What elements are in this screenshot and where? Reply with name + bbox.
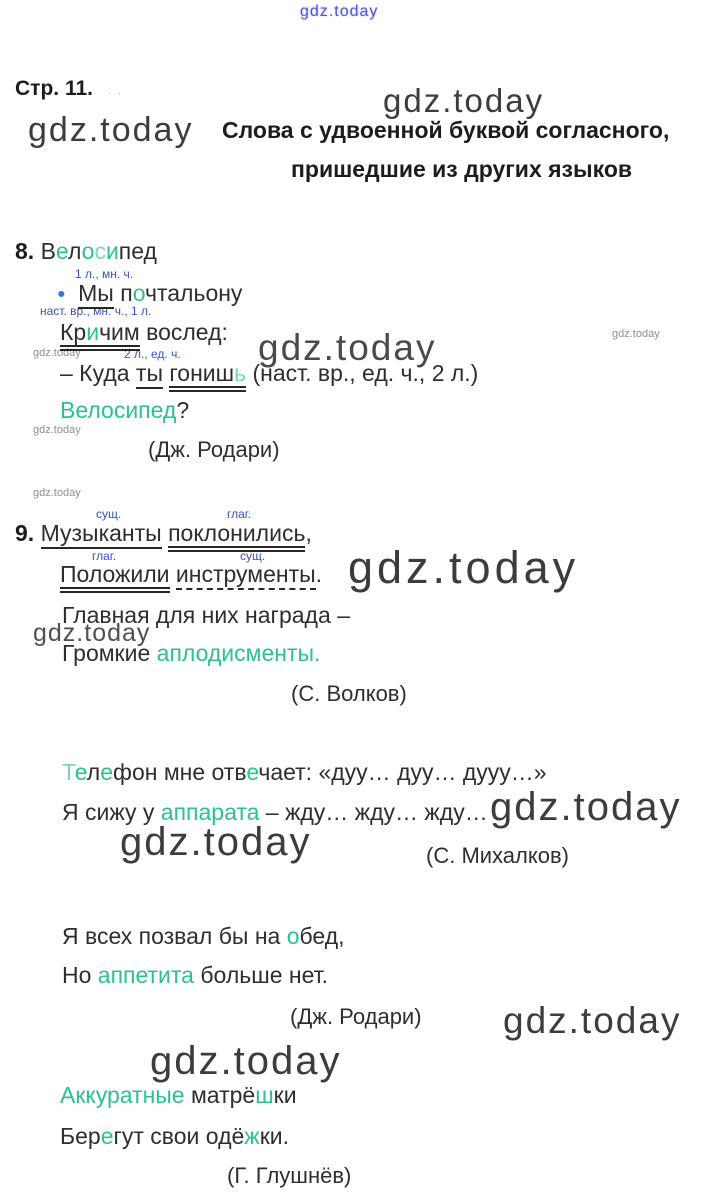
text-segment: гониш — [169, 360, 234, 392]
text-segment: бед, — [299, 923, 345, 949]
text-segment: аппетита — [97, 962, 194, 988]
grammar-annotation: глаг. — [227, 507, 252, 521]
text-segment: Положили — [60, 561, 170, 593]
watermark-bottom-right: gdz.today — [503, 1000, 682, 1041]
text-segment: – Куда — [60, 360, 136, 386]
text-segment: е — [74, 759, 87, 785]
text-segment: фон мне отв — [113, 759, 247, 785]
text-segment: ш — [255, 1082, 274, 1108]
watermark-small: gdz.today — [33, 424, 81, 436]
grammar-annotation: 1 л., мн. ч. — [75, 267, 134, 281]
author-credit — [291, 681, 407, 706]
telephone-verse-line-1 — [62, 759, 547, 785]
exercise9-verse-line-1 — [15, 520, 312, 546]
author-credit — [227, 1163, 351, 1188]
grammar-annotation: наст. вр., мн. ч., 1 л. — [40, 304, 152, 318]
author-credit — [426, 843, 569, 868]
section-title-line-1 — [222, 117, 669, 143]
text-segment: ж — [244, 1123, 260, 1149]
text-segment: пришедшие из других языков — [291, 156, 633, 182]
watermark-header-left: gdz.today — [28, 111, 194, 149]
watermark-telephone-right: gdz.today — [490, 785, 682, 829]
text-segment: Музыканты — [41, 520, 162, 549]
watermark-small: gdz.today — [33, 347, 81, 359]
text-segment: . — [315, 561, 323, 587]
text-segment: Слова с удвоенной буквой согласного, — [222, 117, 670, 143]
text-segment: (С. Волков) — [291, 681, 407, 706]
text-segment: и — [86, 319, 99, 351]
text-segment: е — [55, 238, 68, 264]
watermark-small: gdz.today — [612, 328, 660, 340]
text-segment: гут свои одё — [113, 1123, 245, 1149]
author-credit — [290, 1004, 422, 1029]
text-segment: 9. — [15, 520, 41, 546]
text-segment: л — [67, 238, 82, 264]
exercise8-verse-line-2 — [60, 319, 228, 345]
watermark-exercise9: gdz.today — [348, 542, 580, 593]
grammar-annotation: сущ. — [240, 549, 266, 563]
text-segment: , — [305, 520, 312, 546]
section-title-line-2 — [291, 156, 632, 182]
watermark-medium-left: gdz.today — [33, 619, 151, 647]
text-segment: поклонились — [168, 520, 305, 552]
text-segment: вослед: — [139, 319, 228, 345]
text-segment: В — [40, 238, 56, 264]
watermark-bottom-left: gdz.today — [150, 1039, 342, 1083]
text-segment: е — [100, 1123, 114, 1149]
text-segment: Т — [62, 759, 75, 785]
text-segment: л — [86, 759, 101, 785]
exercise8-verse-line-4 — [60, 397, 189, 423]
text-segment: чим — [99, 319, 140, 351]
appetite-verse-line-2 — [62, 962, 328, 988]
text-segment: и — [105, 238, 119, 264]
grammar-annotation: глаг. — [92, 549, 117, 563]
exercise9-verse-line-2 — [60, 561, 322, 587]
text-segment: Я сижу у — [62, 799, 161, 825]
text-segment: ь — [234, 360, 246, 392]
author-credit — [148, 437, 280, 462]
text-segment: Стр. 11. — [15, 77, 93, 100]
exercise8-verse-line-1 — [57, 280, 242, 306]
exercise8-answer-word — [15, 238, 157, 264]
text-segment: чает: «дуу… дуу… дууу…» — [258, 759, 547, 785]
text-segment: матрё — [184, 1082, 256, 1108]
text-segment: аппарата — [160, 799, 260, 825]
text-segment: Главная для них награда – — [62, 602, 350, 628]
text-segment: е — [100, 759, 114, 785]
bullet-dot: ● — [57, 285, 79, 302]
telephone-verse-line-2 — [62, 799, 488, 825]
text-segment: о — [81, 238, 95, 264]
watermark-header-right: gdz.today — [383, 82, 545, 119]
text-segment: Аккуратные — [60, 1082, 185, 1108]
text-segment: (Г. Глушнёв) — [227, 1163, 352, 1188]
text-segment: Но — [62, 962, 98, 988]
text-segment: Я всех позвал бы на — [62, 923, 287, 949]
text-segment: инструменты — [176, 561, 316, 590]
text-segment: с — [94, 238, 106, 264]
text-segment: п — [113, 280, 133, 306]
artifact-dots: . . — [108, 85, 124, 97]
text-segment: пед — [118, 238, 157, 264]
text-segment: – жду… жду… жду… — [259, 799, 488, 825]
grammar-annotation: 2 л., ед. ч. — [124, 347, 181, 361]
exercise9-verse-line-3 — [62, 602, 350, 628]
watermark-exercise8: gdz.today — [258, 327, 437, 368]
watermark-telephone-left: gdz.today — [120, 820, 312, 864]
exercise8-verse-line-3 — [60, 360, 478, 386]
watermark-small: gdz.today — [33, 487, 81, 499]
text-segment: (Дж. Родари) — [148, 437, 280, 462]
text-segment: ки — [273, 1082, 297, 1108]
text-segment: о — [132, 280, 145, 306]
text-segment: Велосипед — [60, 397, 177, 423]
text-segment: Мы — [78, 280, 114, 309]
text-segment: ки. — [259, 1123, 289, 1149]
text-segment: (Дж. Родари) — [290, 1004, 422, 1029]
exercise9-verse-line-4 — [62, 640, 320, 666]
text-segment: Громкие — [62, 640, 157, 666]
text-segment: (С. Михалков) — [426, 843, 569, 868]
text-segment — [170, 561, 176, 587]
text-segment: (наст. вр., ед. ч., 2 л.) — [246, 360, 479, 386]
page-number-label — [15, 77, 93, 101]
text-segment: е — [246, 759, 259, 785]
grammar-annotation: сущ. — [96, 507, 122, 521]
text-segment: 8. — [15, 238, 41, 264]
text-segment: аплодисменты. — [156, 640, 321, 666]
matryoshka-verse-line-1 — [60, 1082, 297, 1108]
text-segment: чтальону — [144, 280, 243, 306]
text-segment: ? — [176, 397, 190, 423]
watermark-top-blue: gdz.today — [300, 3, 379, 20]
text-segment: Бер — [60, 1123, 101, 1149]
text-segment: о — [286, 923, 300, 949]
text-segment: больше нет. — [193, 962, 328, 988]
appetite-verse-line-1 — [62, 923, 345, 949]
text-segment: ты — [136, 360, 163, 389]
matryoshka-verse-line-2 — [60, 1123, 289, 1149]
text-segment: Кр — [60, 319, 86, 351]
